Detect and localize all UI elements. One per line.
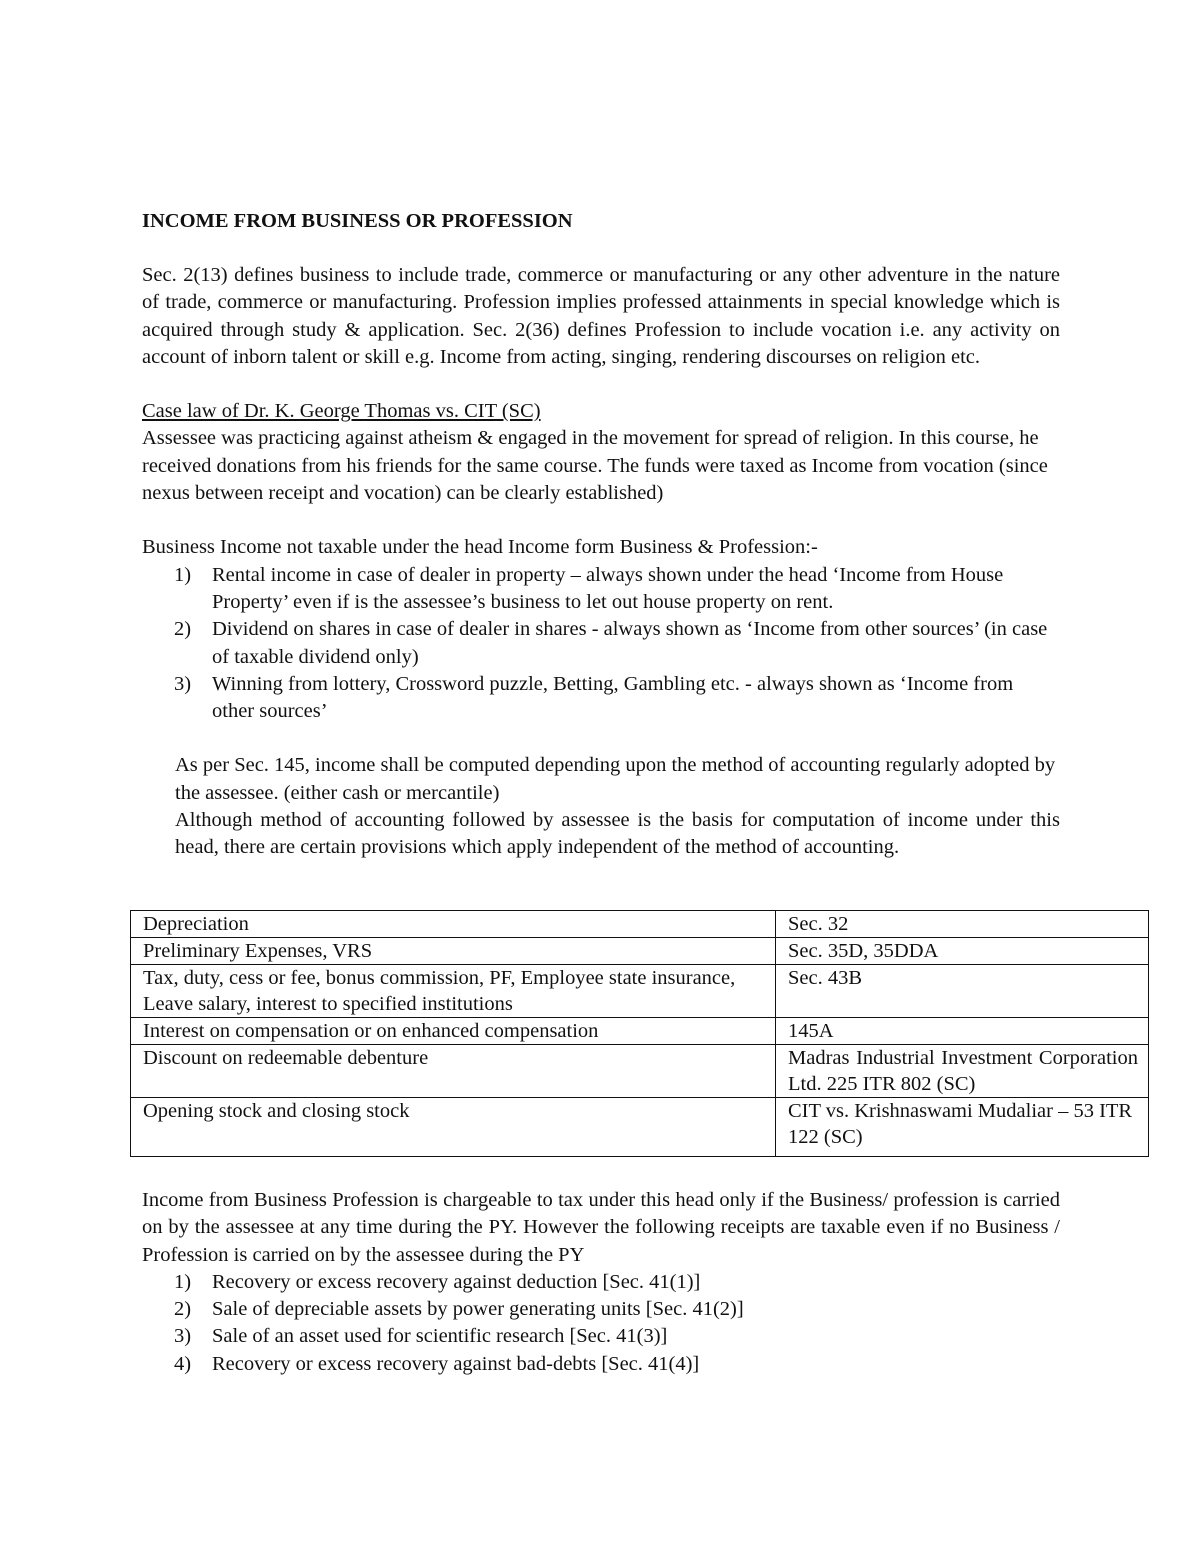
table-cell-item: Depreciation (131, 911, 776, 938)
table-cell-item: Interest on compensation or on enhanced compensation (131, 1018, 776, 1045)
list-item-number: 2) (174, 1298, 192, 1321)
list-item (142, 671, 1060, 726)
table-row (131, 1098, 1149, 1157)
sec145-paragraph: As per Sec. 145, income shall be computed depending upon the method of accounting regularly adopted by the assessee. (either cash or mercantile) (175, 754, 1056, 804)
list-item-text: Sale of depreciable assets by power generating units [Sec. 41(2)] (212, 1298, 744, 1321)
list-item (142, 616, 1060, 671)
list-item-text: Dividend on shares in case of dealer in shares - always shown as ‘Income from other sources’ (in case of taxable dividend only) (212, 618, 1048, 668)
list-item (142, 1269, 1060, 1296)
not-taxable-list (142, 562, 1060, 726)
table-cell-item: Preliminary Expenses, VRS (131, 938, 776, 965)
receipts-list (142, 1269, 1060, 1378)
list-item-number: 3) (174, 1325, 192, 1348)
provisions-table (130, 910, 1149, 1157)
chargeable-paragraph: Income from Business Profession is chargeable to tax under this head only if the Business/ profession is carried on by the assessee at any time during the PY. However the following receipts are taxable even if no Business / Profession is carried on by the assessee during the PY (142, 1189, 1060, 1266)
table-cell-item: Discount on redeemable debenture (131, 1045, 776, 1098)
list-item-number: 1) (174, 1270, 192, 1293)
chargeable-section (142, 1187, 1060, 1378)
list-item (142, 1296, 1060, 1323)
list-item (142, 562, 1060, 617)
list-item (142, 1351, 1060, 1378)
table-cell-ref: Madras Industrial Investment Corporation Ltd. 225 ITR 802 (SC) (776, 1045, 1149, 1098)
document-body (142, 208, 1060, 862)
table-cell-item: Tax, duty, cess or fee, bonus commission, PF, Employee state insurance, Leave salary, interest to specified institutions (131, 965, 776, 1018)
table-cell-ref: Sec. 35D, 35DDA (776, 938, 1149, 965)
method-paragraph: Although method of accounting followed by assessee is the basis for computation of income under this head, there are certain provisions which apply independent of the method of accounting. (175, 809, 1060, 859)
table-cell-ref: CIT vs. Krishnaswami Mudaliar – 53 ITR 122 (SC) (776, 1098, 1149, 1157)
table-row (131, 938, 1149, 965)
table-cell-item: Opening stock and closing stock (131, 1098, 776, 1157)
table-row (131, 911, 1149, 938)
list-item-text: Recovery or excess recovery against deduction [Sec. 41(1)] (212, 1270, 701, 1293)
list-item-number: 3) (174, 672, 192, 695)
intro-paragraph: Sec. 2(13) defines business to include trade, commerce or manufacturing or any other adventure in the nature of trade, commerce or manufacturing. Profession implies professed attainments in special knowledge which is acquired through study & application. Sec. 2(36) defines Profession to include vocation i.e. any activity on account of inborn talent or skill e.g. Income from acting, singing, rendering discourses on religion etc. (142, 264, 1060, 368)
list-item-text: Winning from lottery, Crossword puzzle, Betting, Gambling etc. - always shown as ‘Income from other sources’ (212, 672, 1014, 723)
list-item (142, 1323, 1060, 1350)
list-item-number: 4) (174, 1352, 192, 1375)
not-taxable-heading: Business Income not taxable under the head Income form Business & Profession:- (142, 536, 818, 559)
case-law-body: Assessee was practicing against atheism & engaged in the movement for spread of religion. In this course, he received donations from his friends for the same course. The funds were taxed as Income from vocation (since nexus between receipt and vocation) can be clearly established) (142, 427, 1048, 505)
list-item-text: Rental income in case of dealer in property – always shown under the head ‘Income from House Property’ even if is the assessee’s business to let out house property on rent. (212, 563, 1004, 613)
case-law-heading: Case law of Dr. K. George Thomas vs. CIT (SC) (142, 400, 541, 423)
table-cell-ref: 145A (776, 1018, 1149, 1045)
list-item-text: Recovery or excess recovery against bad-debts [Sec. 41(4)] (212, 1352, 700, 1375)
document-title: INCOME FROM BUSINESS OR PROFESSION (142, 210, 573, 232)
provisions-table-wrap (130, 910, 1149, 1157)
list-item-number: 2) (174, 618, 192, 641)
table-cell-ref: Sec. 43B (776, 965, 1149, 1018)
table-row (131, 1045, 1149, 1098)
table-cell-ref: Sec. 32 (776, 911, 1149, 938)
list-item-number: 1) (174, 563, 192, 586)
table-row (131, 1018, 1149, 1045)
list-item-text: Sale of an asset used for scientific research [Sec. 41(3)] (212, 1325, 668, 1348)
table-row (131, 965, 1149, 1018)
